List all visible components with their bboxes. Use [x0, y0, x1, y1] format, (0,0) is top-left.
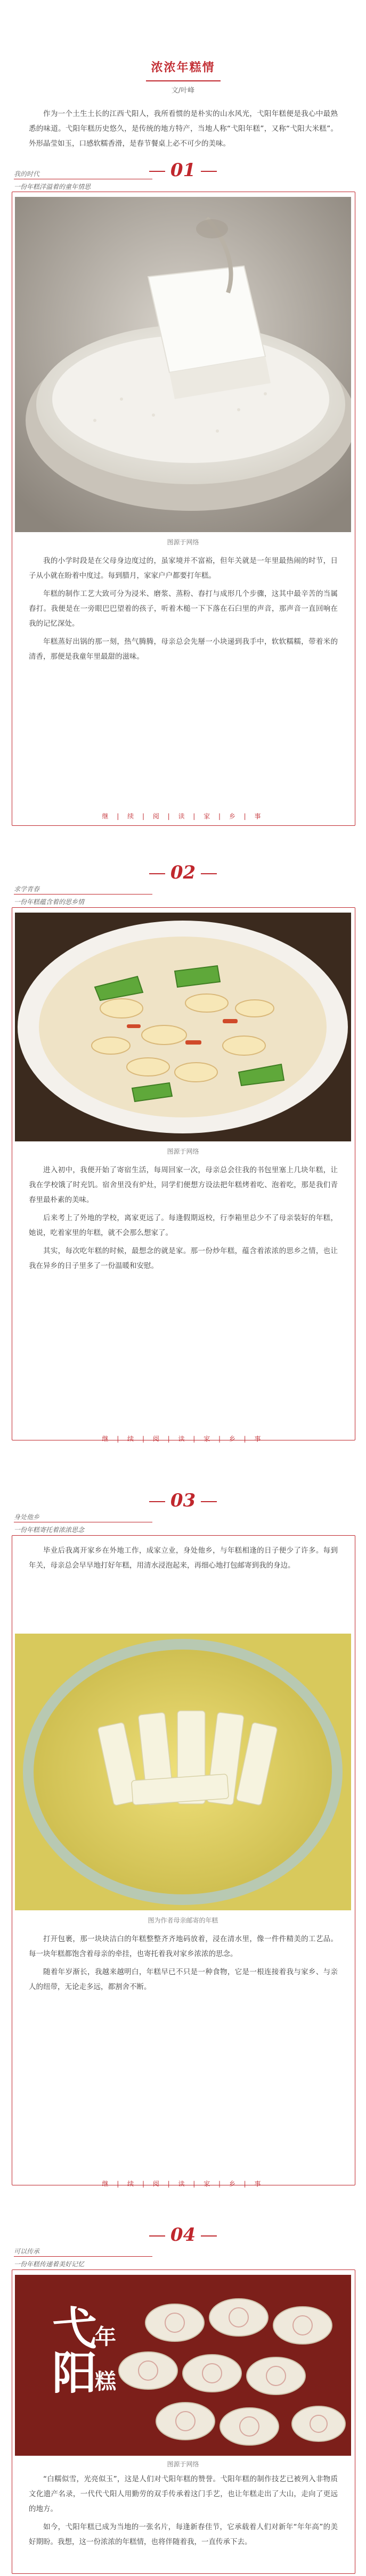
intro-paragraph: [29, 106, 338, 154]
stamped-rice-cakes-image: [15, 2275, 351, 2456]
section-divider: 继 | 续 | 阅 | 读 | 家 | 乡 | 事: [102, 813, 264, 820]
section-03-number: 03: [0, 1490, 366, 1511]
section-02-photo: [15, 913, 351, 1141]
section-03-body-top: [29, 1543, 338, 1576]
section-04-label: 可以传承: [14, 2248, 40, 2255]
section-02-subtitle: 一份年糕蕴含着的思乡情: [14, 898, 85, 906]
section-03-caption: 图为作者母亲邮寄的年糕: [148, 1917, 218, 1924]
soaked-rice-cake-image: [15, 1634, 351, 1910]
section-04-caption: 图源于网络: [167, 2461, 199, 2468]
section-02-label: 求学青春: [14, 885, 40, 893]
section-02-paragraph: 后来考上了外地的学校，离家更远了。每逢假期返校，行李箱里总少不了母亲装好的年糕，她说，吃着家里的年糕，就不会那么想家了。: [29, 1214, 338, 1237]
section-01-caption: 图源于网络: [167, 539, 199, 546]
section-02-paragraph: 其实，每次吃年糕的时候，最想念的就是家。那一份炒年糕，蕴含着浓浓的思乡之情，也让我在异乡的日子里多了一份温暖和安慰。: [29, 1247, 338, 1270]
section-03-subtitle: 一份年糕寄托着浓浓思念: [14, 1526, 85, 1534]
section-01-paragraph: 我的小学时段是在父母身边度过的，虽家境并不富裕，但年关就是一年里最热闹的时节，日子从小就在盼着中度过。每到腊月，家家户户都要打年糕。: [29, 557, 338, 580]
section-04-paragraph: “白糯似雪，光亮似玉”，这是人们对弋阳年糕的赞誉。弋阳年糕的制作技艺已被列入非物质文化遗产名录，一代代弋阳人用勤劳的双手传承着这门手艺，也让年糕走出了大山，走向了更远的地方。: [29, 2475, 338, 2513]
section-01-photo: [15, 197, 351, 532]
section-03-body-bottom: [29, 1932, 338, 1998]
section-divider: 继 | 续 | 阅 | 读 | 家 | 乡 | 事: [102, 2180, 264, 2188]
section-02-paragraph: 进入初中，我便开始了寄宿生活，每周回家一次，母亲总会往我的书包里塞上几块年糕，让我在学校饿了时充饥。宿舍里没有炉灶，同学们便想方设法把年糕烤着吃、泡着吃，那是我们青春里最朴素的美味。: [29, 1166, 338, 1204]
article-author: 文/叶峰: [171, 87, 195, 95]
section-03-photo: [15, 1634, 351, 1910]
section-04-rule: [14, 2256, 152, 2257]
section-02-number: 02: [0, 862, 366, 883]
section-03-paragraph: 毕业后我离开家乡在外地工作，成家立业，身处他乡，与年糕相逢的日子便少了许多。每到年关，母亲总会早早地打好年糕，用清水浸泡起来，再细心地打包邮寄到我的身边。: [29, 1546, 338, 1570]
section-01-paragraph: 年糕的制作工艺大致可分为浸米、磨浆、蒸粉、舂打与成形几个步骤，这其中最辛苦的当属舂打。我便是在一旁眼巴巴望着的孩子，听着木槌一下下落在石臼里的声音，那声音一直回响在我的记忆深处。: [29, 590, 338, 628]
section-02-body: [29, 1163, 338, 1277]
section-01-subtitle: 一份年糕洋溢着的童年情思: [14, 183, 91, 190]
section-04-photo: [15, 2275, 351, 2456]
section-04-subtitle: 一份年糕传递着美好记忆: [14, 2260, 85, 2268]
section-divider: 继 | 续 | 阅 | 读 | 家 | 乡 | 事: [102, 1435, 264, 1443]
svg-text:弋阳年糕: 弋阳年糕: [52, 2302, 116, 2399]
title-underline: [146, 80, 221, 81]
article-title: 浓浓年糕情: [151, 61, 215, 74]
section-03-label: 身处他乡: [14, 1513, 40, 1521]
article-header: [0, 59, 366, 95]
section-04-number: 04: [0, 2224, 366, 2246]
section-01-label: 我的时代: [14, 170, 40, 178]
rice-cake-bowl-image: [15, 197, 351, 532]
section-02-caption: 图源于网络: [167, 1148, 199, 1155]
section-01-number: 01: [0, 160, 366, 181]
section-03-paragraph: 打开包裹，那一块块洁白的年糕整整齐齐地码放着，浸在清水里，像一件件精美的工艺品。每一块年糕都饱含着母亲的牵挂，也寄托着我对家乡浓浓的思念。: [29, 1935, 338, 1958]
section-01-body: [29, 553, 338, 667]
section-01-paragraph: 年糕蒸好出锅的那一刻，热气腾腾，母亲总会先掰一小块递到我手中，软软糯糯，带着米的清香，那便是我童年里最甜的滋味。: [29, 637, 338, 661]
section-04-body: [29, 2472, 338, 2553]
section-04-paragraph: 如今，弋阳年糕已成为当地的一张名片，每逢新春佳节，它承载着人们对新年“年年高”的美好期盼。我想，这一份浓浓的年糕情，也将伴随着我，一直传承下去。: [29, 2523, 338, 2546]
stir-fried-rice-cake-image: [15, 913, 351, 1141]
intro-text: 作为一个土生土长的江西弋阳人，我所看惯的是朴实的山水风光，弋阳年糕便是我心中最熟悉的味道。弋阳年糕历史悠久，是传统的地方特产，当地人称“弋阳年糕”，又称“弋阳大米糕”。外形晶莹如玉，口感软糯香滑，是春节餐桌上必不可少的美味。: [29, 110, 338, 148]
section-03-paragraph: 随着年岁渐长，我越来越明白，年糕早已不只是一种食物，它是一根连接着我与家乡、与亲人的纽带，无论走多远，都割舍不断。: [29, 1968, 338, 1991]
